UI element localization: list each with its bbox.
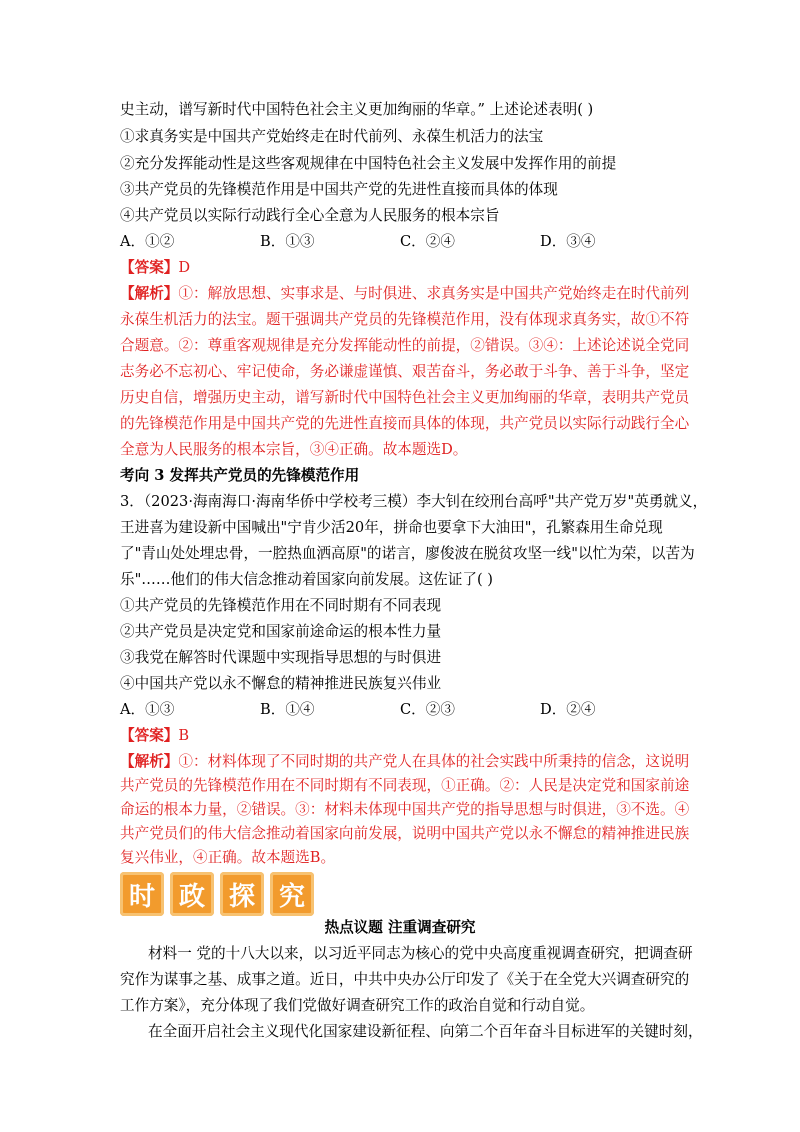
- q2-answer: [120, 258, 690, 278]
- hot-topic-para1-line-3: 工作方案》，充分体现了我们党做好调查研究工作的政治自觉和行动自觉。: [120, 997, 595, 1014]
- hot-topic-para1-line-2: 究作为谋事之基、成事之道。近日，中共中央办公厅印发了《关于在全党大兴调查研究的: [120, 971, 690, 988]
- q2-analysis-line-5: 历史自信，增强历史主动，谱写新时代中国特色社会主义更加绚丽的华章，表明共产党员: [120, 389, 690, 406]
- q2-item-3: ③共产党员的先锋模范作用是中国共产党的先进性直接而具体的体现: [120, 181, 558, 198]
- q3-analysis-line-1: [120, 752, 690, 772]
- q3-answer: [120, 726, 690, 746]
- q2-option-c: C．②④: [400, 233, 455, 250]
- hot-topic-title: 热点议题 注重调查研究: [324, 919, 476, 936]
- q2-item-2: ②充分发挥能动性是这些客观规律在中国特色社会主义发展中发挥作用的前提: [120, 155, 617, 172]
- q3-answer-label: 【答案】: [120, 727, 179, 744]
- q2-option-d: D．③④: [540, 233, 596, 250]
- q2-answer-value: D: [178, 259, 191, 276]
- q2-analysis-line-7: 全意为人民服务的根本宗旨，③④正确。故本题选D。: [120, 441, 468, 458]
- q3-analysis-line-5: 复兴伟业，④正确。故本题选B。: [120, 849, 336, 866]
- q3-option-b: B．①④: [260, 701, 315, 718]
- q3-item-3: ③我党在解答时代课题中实现指导思想的与时俱进: [120, 649, 442, 666]
- q3-analysis-label: 【解析】: [120, 753, 179, 770]
- q2-answer-label: 【答案】: [120, 259, 179, 276]
- q2-analysis-line-2: 永葆生机活力的法宝。题干强调共产党员的先锋模范作用，没有体现求真务实，故①不符: [120, 311, 690, 328]
- q3-answer-value: B: [178, 727, 190, 744]
- q3-analysis-text-1: ①：材料体现了不同时期的共产党人在具体的社会实践中所秉持的信念，这说明: [178, 753, 690, 770]
- banner-char-4: 究: [270, 872, 314, 916]
- q3-stem-4: 乐"……他们的伟大信念推动着国家向前发展。这佐证了( ): [120, 571, 493, 588]
- q2-item-4: ④共产党员以实际行动践行全心全意为人民服务的根本宗旨: [120, 207, 500, 224]
- hot-topic-para1-line-1: 材料一 党的十八大以来，以习近平同志为核心的党中央高度重视调查研究，把调查研: [148, 945, 693, 962]
- q3-stem-1: 3．（2023·海南海口·海南华侨中学校考三模）李大钊在绞刑台高呼"共产党万岁"英勇就义，: [120, 493, 708, 510]
- q2-stem-tail: 史主动，谱写新时代中国特色社会主义更加绚丽的华章。” 上述论述表明( ): [120, 101, 594, 118]
- current-affairs-banner: [120, 872, 320, 916]
- q2-analysis-text-1: ①：解放思想、实事求是、与时俱进、求真务实是中国共产党始终走在时代前列: [178, 285, 690, 302]
- q2-analysis-label: 【解析】: [120, 285, 179, 302]
- q3-stem-2: 王进喜为建设新中国喊出"宁肯少活20年，拼命也要拿下大油田"，孔繁森用生命兑现: [120, 519, 663, 536]
- q3-option-c: C．②③: [400, 701, 455, 718]
- q2-options: [120, 232, 690, 252]
- q3-stem-3: 了"青山处处埋忠骨，一腔热血洒高原"的诺言，廖俊波在脱贫攻坚一线"以忙为荣，以苦为: [120, 545, 695, 562]
- q2-analysis-line-4: 志务必不忘初心、牢记使命，务必谦虚谨慎、艰苦奋斗，务必敢于斗争、善于斗争，坚定: [120, 363, 690, 380]
- section-title: 考向 3 发挥共产党员的先锋模范作用: [120, 467, 360, 484]
- q3-option-d: D．②④: [540, 701, 596, 718]
- hot-topic-para2-line-1: 在全面开启社会主义现代化国家建设新征程、向第二个百年奋斗目标进军的关键时刻，: [148, 1023, 703, 1040]
- q3-item-4: ④中国共产党以永不懈怠的精神推进民族复兴伟业: [120, 675, 442, 692]
- banner-char-2: 政: [170, 872, 214, 916]
- q3-analysis-line-4: 共产党员们的伟大信念推动着国家向前发展，说明中国共产党以永不懈怠的精神推进民族: [120, 825, 690, 842]
- q2-item-1: ①求真务实是中国共产党始终走在时代前列、永葆生机活力的法宝: [120, 128, 544, 145]
- q3-options: [120, 700, 690, 720]
- banner-char-1: 时: [120, 872, 164, 916]
- q2-analysis-line-1: [120, 284, 690, 304]
- banner-char-3: 探: [220, 872, 264, 916]
- q3-option-a: A．①③: [120, 701, 175, 718]
- q2-analysis-line-6: 的先锋模范作用是中国共产党的先进性直接而具体的体现，共产党员以实际行动践行全心: [120, 415, 690, 432]
- q3-analysis-line-3: 命运的根本力量，②错误。③：材料未体现中国共产党的指导思想与时俱进，③不选。④: [120, 801, 690, 818]
- q2-option-b: B．①③: [260, 233, 315, 250]
- q2-analysis-line-3: 合题意。②：尊重客观规律是充分发挥能动性的前提，②错误。③④：上述论述说全党同: [120, 337, 690, 354]
- q2-option-a: A．①②: [120, 233, 175, 250]
- q3-analysis-line-2: 共产党员的先锋模范作用在不同时期有不同表现，①正确。②：人民是决定党和国家前途: [120, 777, 690, 794]
- q3-item-1: ①共产党员的先锋模范作用在不同时期有不同表现: [120, 597, 442, 614]
- q3-item-2: ②共产党员是决定党和国家前途命运的根本性力量: [120, 623, 442, 640]
